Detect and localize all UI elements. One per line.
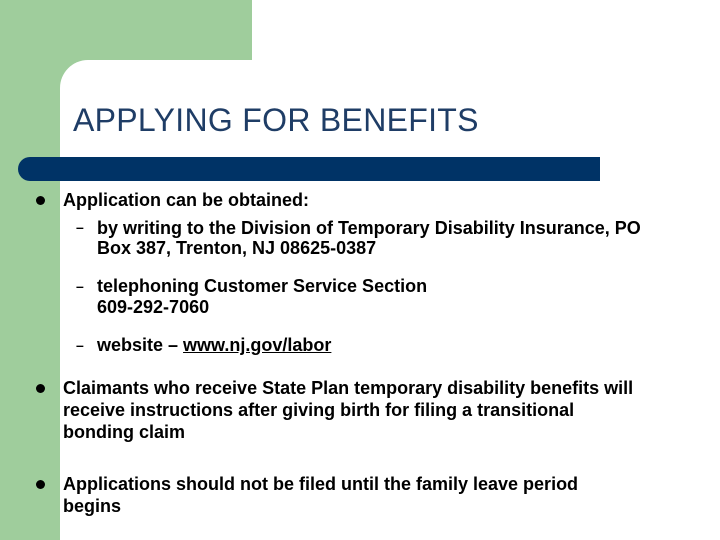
bullet-text: Application can be obtained: — [63, 190, 310, 210]
website-prefix: website – — [97, 335, 184, 355]
sub-bullet-text: telephoning Customer Service Section — [97, 276, 428, 296]
sub-bullet-text — [97, 334, 331, 356]
labor-website-link[interactable]: www.nj.gov/labor — [183, 335, 332, 355]
sub-bullet-dash: – — [76, 337, 84, 353]
sub-bullet-text: by writing to the Division of Temporary Disability Insurance, PO — [97, 218, 641, 238]
bullet-text: bonding claim — [63, 422, 186, 442]
bullet-dot — [36, 384, 45, 393]
sub-bullet-dash: – — [76, 278, 84, 294]
sub-bullet-text: 609-292-7060 — [97, 297, 210, 317]
bullet-text: Claimants who receive State Plan temporary disability benefits will — [63, 378, 634, 398]
bullet-text: Applications should not be filed until the family leave period — [63, 474, 579, 494]
sub-bullet-text: Box 387, Trenton, NJ 08625-0387 — [97, 238, 377, 258]
sub-bullet-dash: – — [76, 219, 84, 235]
bullet-dot — [36, 480, 45, 489]
bullet-text: begins — [63, 496, 122, 516]
bullet-text: receive instructions after giving birth for filing a transitional — [63, 400, 575, 420]
slide-title: APPLYING FOR BENEFITS — [73, 102, 479, 138]
bullet-dot — [36, 196, 45, 205]
